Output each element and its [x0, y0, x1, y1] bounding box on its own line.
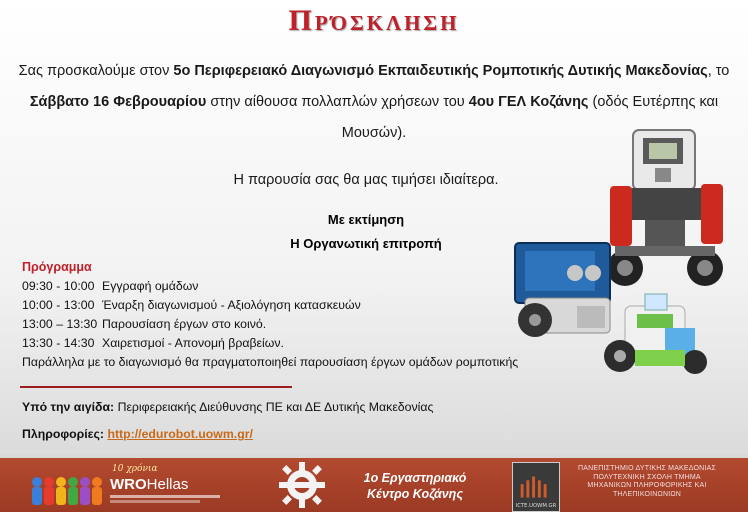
- wro-hellas-logo: [30, 464, 235, 510]
- university-emblem-icon: [512, 462, 560, 512]
- aegis-line: Υπό την αιγίδα: Περιφερειακής Διεύθυνσης ΠΕ και ΔΕ Δυτικής Μακεδονίας: [22, 400, 434, 414]
- wro-name: WROHellas: [110, 476, 189, 493]
- invitation-text: Σας προσκαλούμε στον 5ο Περιφερειακό Διαγωνισμό Εκπαιδευτικής Ρομποτικής Δυτικής Μακεδονίας, το Σάββατο 16 Φεβρουαρίου στην αίθουσα πολλαπλών χρήσεων του 4ου ΓΕΛ Κοζάνης (οδός Ευτέρπης και Μουσών).: [18, 63, 730, 141]
- divider: [20, 386, 292, 388]
- university-name: ΠΑΝΕΠΙΣΤΗΜΙΟ ΔΥΤΙΚΗΣ ΜΑΚΕΔΟΝΙΑΣ ΠΟΛΥΤΕΧΝΙΚΗ ΣΧΟΛΗ ΤΜΗΜΑ ΜΗΧΑΝΙΚΩΝ ΠΛΗΡΟΦΟΡΙΚΗΣ ΚΑΙ ΤΗΛΕΠΙΚΟΙΝΩΝΙΩΝ: [578, 465, 716, 498]
- program-row: 13:00 – 13:30 Παρουσίαση έργων στο κοινό.: [22, 317, 267, 331]
- honor-text: Η παρουσία σας θα μας τιμήσει ιδιαίτερα.: [233, 172, 499, 188]
- university-logo-text: ICTE.UOWM.GR: [515, 503, 557, 510]
- program-row: 09:30 - 10:00 Εγγραφή ομάδων: [22, 279, 199, 293]
- regards-line: Με εκτίμηση: [327, 212, 405, 227]
- lab-center-name: 1ο Εργαστηριακό Κέντρο Κοζάνης: [363, 471, 467, 501]
- robots-illustration: [505, 128, 745, 390]
- footer-banner: [0, 455, 748, 512]
- program-row: 10:00 - 13:00 Έναρξη διαγωνισμού - Αξιολόγηση κατασκευών: [22, 298, 361, 312]
- info-link[interactable]: http://edurobot.uowm.gr/: [107, 427, 253, 441]
- people-chain-icon: [30, 474, 108, 508]
- page-title: Πρόσκληση: [288, 4, 460, 37]
- university-logo: [512, 462, 716, 512]
- program-note: Παράλληλα με το διαγωνισμό θα πραγματοποιηθεί παρουσίαση έργων ομάδων ρομποτικής: [22, 355, 519, 369]
- info-line: Πληροφορίες: http://edurobot.uowm.gr/: [22, 427, 253, 441]
- wro-anniversary-text: 10 χρόνια: [112, 464, 158, 474]
- program-row: 13:30 - 14:30 Χαιρετισμοί - Απονομή βραβείων.: [22, 336, 284, 350]
- wedo-robot-image: [604, 294, 707, 374]
- program-title: Πρόγραμμα: [22, 260, 92, 274]
- ev3-robot-image: [607, 130, 723, 286]
- arduino-robot-image: [515, 243, 610, 337]
- committee-line: Η Οργανωτική επιτροπή: [290, 236, 442, 251]
- gear-icon: [278, 460, 326, 510]
